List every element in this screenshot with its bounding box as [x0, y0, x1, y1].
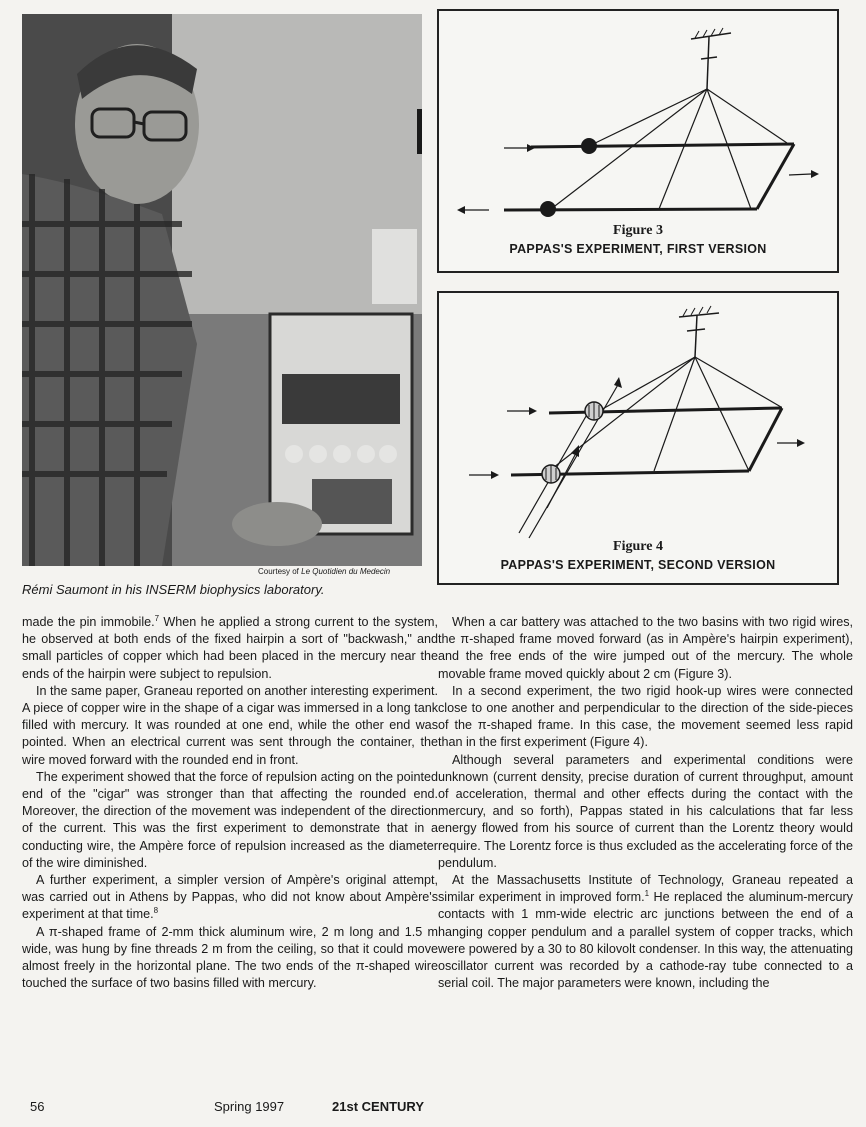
- paragraph: made the pin immobile.$^7$ When he applied a strong current to the system, he observed at both ends of the fixed hairpin a sort of "backwash," and small particles of copper which had been placed in the mercury near the ends of the hairpin were subject to repulsion.: [22, 613, 439, 681]
- figure-3-title: PAPPAS'S EXPERIMENT, FIRST VERSION: [509, 242, 767, 256]
- paragraph: The experiment showed that the force of repulsion acting on the pointed end of the "cigar" was stronger than that affecting the rounded end. Moreover, the direction of the movement was independent of the direction of the current. This was the first experiment to demonstrate that in a conducting wire, the Ampère force of repulsion increased as the diameter of the wire diminished.: [22, 769, 438, 870]
- paragraph: In a second experiment, the two rigid hook-up wires were connected close to one another and perpendicular to the direction of the side-pieces of the π-shaped frame. In this case, the movement seemed less rapid than in the first experiment (Figure 4).: [438, 683, 853, 750]
- paragraph: When a car battery was attached to the two basins with two rigid wires, the π-shaped frame moved forward (as in Ampère's hairpin experiment), and the free ends of the wire jumped out of the mercury. The whole movable frame moved quickly about 2 cm (Figure 3).: [438, 615, 853, 681]
- right-column: [438, 614, 853, 992]
- figure-4-number: Figure 4: [613, 539, 663, 554]
- footnote-ref: 7: [154, 613, 160, 623]
- paragraph: At the Massachusetts Institute of Technology, Graneau repeated a similar experiment in improved form.$^1$ He replaced the aluminum-mercury contacts with 1 mm-wide electric arc junctions between the end of a hanging copper pendulum and a parallel system of copper tracks, which were powered by a 30 to 80 kilovolt condenser. In this way, the attenuating oscillator current was recorded by a cathode-ray tube connected to a serial coil. The major parameters were known, including the: [438, 873, 853, 991]
- left-column: [22, 614, 438, 992]
- figure-3-number: Figure 3: [613, 223, 663, 238]
- page-number: 56: [30, 1099, 45, 1114]
- magazine-name: 21st CENTURY: [332, 1099, 424, 1114]
- paragraph: Although several parameters and experimental conditions were unknown (current density, precise duration of current throughput, amount of acceleration, thermal and other effects during the contact with the mercury, and so forth), Pappas stated in his calculations that far less energy flowed from his source of current than the Lorentz theory would require. The Lorentz force is thus excluded as the accelerating force of the pendulum.: [438, 752, 853, 870]
- photo-remi-saumont: [22, 14, 422, 566]
- photo-illustration: [22, 14, 422, 566]
- footnote-ref: 1: [644, 889, 650, 899]
- paragraph: A further experiment, a simpler version of Ampère's original attempt, was carried out in Athens by Pappas, who did not know about Ampère's experiment at that time.$^8$: [22, 873, 438, 922]
- figure-4-title: PAPPAS'S EXPERIMENT, SECOND VERSION: [500, 558, 776, 572]
- footnote-ref: 8: [153, 906, 159, 916]
- photo-credit: Courtesy of Le Quotidien du Medecin: [258, 567, 391, 576]
- issue-date: Spring 1997: [214, 1099, 285, 1114]
- photo-caption: Rémi Saumont in his INSERM biophysics laboratory.: [22, 582, 325, 597]
- paragraph: A π-shaped frame of 2-mm thick aluminum wire, 2 m long and 1.5 m wide, was hung by fine threads 2 m from the ceiling, so that it could move almost freely in the horizontal plane. The two ends of the π-shaped wire touched the surface of two basins filled with mercury.: [22, 924, 438, 991]
- figure-4: [437, 291, 839, 585]
- figure-3: [437, 9, 839, 273]
- paragraph: In the same paper, Graneau reported on another interesting experiment. A piece of copper wire in the shape of a cigar was immersed in a long tank filled with mercury. It was rounded at one end, while the other end was pointed. When an electrical current was sent through the container, the wire moved forward with the rounded end in front.: [22, 683, 438, 767]
